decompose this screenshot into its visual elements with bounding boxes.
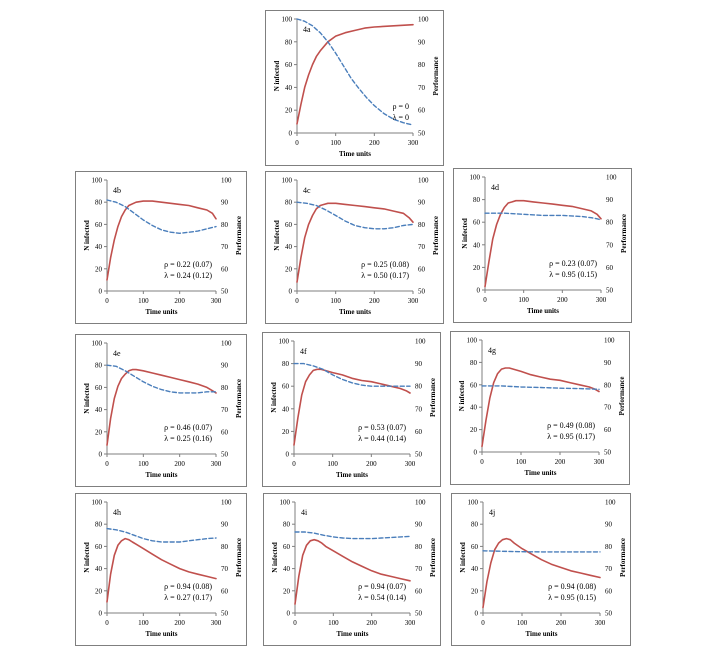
y-tick-label: 0 (286, 609, 290, 618)
y-axis-title: N infected (273, 60, 281, 92)
y-tick-label: 80 (95, 361, 102, 370)
performance-series-line (107, 200, 216, 233)
chart-panel-4g (450, 331, 630, 485)
x-tick-label: 200 (369, 297, 380, 305)
y-tick-label: 60 (95, 220, 102, 229)
y-tick-label: 20 (282, 427, 289, 436)
y-tick-label: 0 (98, 287, 102, 296)
y2-axis-title: Performance (620, 214, 628, 253)
lambda-annotation: λ = 0 (392, 113, 409, 122)
y2-tick-label: 50 (605, 609, 612, 618)
x-tick-label: 100 (138, 460, 149, 468)
y-tick-label: 100 (91, 176, 102, 185)
panel-label: 4a (303, 25, 311, 34)
x-tick-label: 300 (594, 619, 606, 627)
x-tick-label: 100 (328, 619, 339, 627)
y2-tick-label: 80 (415, 382, 422, 391)
x-tick-label: 100 (515, 458, 527, 466)
y-tick-label: 40 (282, 405, 289, 414)
y2-axis-title: Performance (429, 538, 437, 577)
x-tick-label: 300 (210, 460, 222, 468)
chart-panel-4d (453, 168, 632, 323)
y-axis-title: N infected (271, 542, 279, 573)
x-tick-label: 300 (407, 297, 419, 305)
y2-axis-title: Performance (429, 378, 437, 417)
y-tick-label: 40 (473, 241, 480, 250)
y2-axis-title: Performance (619, 538, 627, 577)
x-tick-label: 200 (369, 139, 380, 147)
y2-tick-label: 50 (606, 286, 613, 295)
x-tick-label: 0 (480, 458, 484, 466)
y2-tick-label: 80 (221, 383, 228, 392)
performance-series-line (483, 551, 600, 552)
y2-tick-label: 50 (418, 287, 425, 296)
lambda-annotation: λ = 0.44 (0.14) (358, 434, 406, 443)
chart-panel-4f (262, 332, 441, 487)
panel-label: 4j (489, 508, 496, 517)
performance-series-line (482, 386, 599, 389)
y2-tick-label: 90 (605, 520, 612, 529)
performance-series-line (107, 365, 216, 393)
chart-svg-4e (76, 335, 246, 486)
y2-tick-label: 60 (415, 427, 422, 436)
y-tick-label: 0 (285, 450, 289, 459)
y2-tick-label: 50 (604, 448, 611, 457)
y2-tick-label: 90 (606, 196, 613, 205)
y-axis-title: N infected (83, 542, 91, 573)
rho-annotation: ρ = 0.25 (0.08) (361, 260, 409, 269)
rho-annotation: ρ = 0.94 (0.07) (358, 582, 406, 591)
x-tick-label: 0 (481, 619, 485, 627)
rho-annotation: ρ = 0 (392, 102, 409, 111)
y-tick-label: 100 (279, 498, 290, 507)
y-axis-title: N infected (458, 380, 466, 412)
y2-tick-label: 100 (221, 339, 232, 348)
y-tick-label: 20 (285, 265, 292, 274)
y2-tick-label: 50 (221, 287, 228, 296)
lambda-annotation: λ = 0.50 (0.17) (361, 271, 409, 280)
y2-axis-title: Performance (235, 538, 243, 577)
panel-label: 4e (113, 349, 121, 358)
x-tick-label: 100 (518, 296, 529, 304)
y-tick-label: 100 (281, 15, 292, 24)
x-tick-label: 300 (593, 458, 605, 466)
y2-tick-label: 50 (418, 129, 425, 138)
y2-tick-label: 90 (221, 361, 228, 370)
x-tick-label: 200 (554, 458, 566, 466)
x-tick-label: 0 (105, 619, 109, 627)
panel-label: 4c (303, 186, 311, 195)
y2-tick-label: 70 (221, 406, 228, 415)
y2-tick-label: 100 (415, 498, 426, 507)
y2-tick-label: 70 (418, 243, 425, 252)
y-tick-label: 0 (476, 286, 480, 295)
x-axis-title: Time units (145, 630, 178, 638)
y2-tick-label: 80 (415, 542, 422, 551)
x-axis-title: Time units (525, 630, 558, 638)
x-tick-label: 300 (210, 619, 222, 627)
x-axis-title: Time units (336, 471, 368, 479)
y2-tick-label: 100 (606, 173, 617, 182)
x-tick-label: 0 (292, 460, 296, 468)
y-tick-label: 100 (466, 336, 477, 345)
y2-tick-label: 80 (418, 61, 425, 70)
chart-panel-4i (263, 493, 441, 646)
lambda-annotation: λ = 0.95 (0.17) (547, 432, 595, 441)
panel-label: 4h (113, 508, 121, 517)
y-tick-label: 0 (288, 287, 292, 296)
lambda-annotation: λ = 0.95 (0.15) (548, 593, 596, 602)
chart-svg-4j (452, 494, 630, 645)
y2-tick-label: 90 (418, 198, 425, 207)
y2-tick-label: 80 (221, 542, 228, 551)
y-tick-label: 60 (285, 61, 292, 70)
y2-tick-label: 70 (415, 405, 422, 414)
lambda-annotation: λ = 0.95 (0.15) (549, 270, 597, 279)
y-axis-title: N infected (270, 382, 278, 413)
y-tick-label: 100 (91, 339, 102, 348)
y2-tick-label: 60 (606, 263, 613, 272)
y-tick-label: 20 (471, 587, 478, 596)
x-axis-title: Time units (527, 307, 559, 315)
y2-tick-label: 60 (605, 587, 612, 596)
y-tick-label: 20 (95, 265, 102, 274)
x-tick-label: 300 (595, 296, 607, 304)
y2-axis-title: Performance (235, 379, 243, 418)
y-tick-label: 40 (95, 565, 102, 574)
y-tick-label: 60 (470, 381, 477, 390)
y2-tick-label: 80 (604, 381, 611, 390)
x-tick-label: 300 (404, 460, 416, 468)
y2-tick-label: 60 (221, 265, 228, 274)
x-tick-label: 100 (327, 460, 338, 468)
rho-annotation: ρ = 0.49 (0.08) (547, 421, 595, 430)
y2-tick-label: 70 (221, 565, 228, 574)
x-tick-label: 0 (105, 297, 109, 305)
y-tick-label: 80 (285, 38, 292, 47)
y-tick-label: 0 (473, 448, 477, 457)
y2-tick-label: 60 (418, 106, 425, 115)
y-tick-label: 40 (471, 565, 478, 574)
y-tick-label: 80 (283, 520, 290, 529)
panel-label: 4g (488, 346, 496, 355)
x-tick-label: 100 (330, 139, 341, 147)
x-axis-title: Time units (339, 150, 371, 158)
y2-tick-label: 100 (418, 176, 429, 185)
chart-svg-4g (451, 332, 629, 484)
x-tick-label: 200 (366, 619, 377, 627)
y-tick-label: 20 (283, 587, 290, 596)
y-tick-label: 60 (95, 383, 102, 392)
y-tick-label: 60 (285, 220, 292, 229)
y-tick-label: 20 (95, 428, 102, 437)
y2-tick-label: 60 (415, 587, 422, 596)
x-tick-label: 100 (138, 297, 149, 305)
y2-tick-label: 70 (605, 565, 612, 574)
y2-tick-label: 70 (415, 565, 422, 574)
x-tick-label: 0 (483, 296, 487, 304)
chart-panel-4c (265, 171, 444, 324)
x-tick-label: 100 (330, 297, 341, 305)
performance-series-line (295, 532, 410, 539)
x-tick-label: 200 (366, 460, 377, 468)
chart-panel-4a (265, 10, 444, 166)
rho-annotation: ρ = 0.53 (0.07) (358, 423, 406, 432)
panel-label: 4i (301, 508, 308, 517)
chart-svg-4i (264, 494, 440, 645)
lambda-annotation: λ = 0.54 (0.14) (358, 593, 406, 602)
y2-tick-label: 100 (415, 337, 426, 346)
y-tick-label: 60 (283, 542, 290, 551)
x-tick-label: 200 (174, 460, 185, 468)
y-tick-label: 40 (283, 565, 290, 574)
y2-tick-label: 70 (604, 403, 611, 412)
y-tick-label: 40 (470, 403, 477, 412)
y2-tick-label: 100 (221, 498, 232, 507)
chart-svg-4h (76, 494, 246, 645)
y2-tick-label: 60 (221, 428, 228, 437)
x-tick-label: 100 (516, 619, 528, 627)
chart-svg-4b (76, 172, 246, 323)
chart-panel-4h (75, 493, 247, 646)
performance-series-line (294, 364, 410, 387)
y2-axis-title: Performance (235, 216, 243, 255)
y-tick-label: 60 (95, 542, 102, 551)
y-tick-label: 80 (282, 360, 289, 369)
y-tick-label: 40 (285, 83, 292, 92)
chart-panel-4j (451, 493, 631, 646)
panel-label: 4f (300, 347, 307, 356)
y-tick-label: 0 (288, 129, 292, 138)
x-axis-title: Time units (339, 308, 371, 316)
y2-tick-label: 60 (221, 587, 228, 596)
x-tick-label: 0 (105, 460, 109, 468)
x-tick-label: 300 (407, 139, 419, 147)
chart-svg-4f (263, 333, 440, 486)
y-tick-label: 80 (95, 198, 102, 207)
chart-panel-4b (75, 171, 247, 324)
y-tick-label: 40 (95, 406, 102, 415)
y-axis-title: N infected (459, 542, 467, 573)
y2-tick-label: 90 (604, 358, 611, 367)
y2-tick-label: 50 (221, 450, 228, 459)
x-tick-label: 300 (404, 619, 416, 627)
x-tick-label: 200 (174, 619, 185, 627)
y2-tick-label: 90 (221, 520, 228, 529)
y2-tick-label: 50 (415, 450, 422, 459)
lambda-annotation: λ = 0.27 (0.17) (164, 593, 212, 602)
y-tick-label: 80 (285, 198, 292, 207)
y-tick-label: 20 (285, 106, 292, 115)
y2-tick-label: 80 (605, 542, 612, 551)
y2-tick-label: 90 (418, 38, 425, 47)
y-tick-label: 80 (470, 358, 477, 367)
x-tick-label: 0 (295, 139, 299, 147)
x-axis-title: Time units (145, 308, 178, 316)
y-tick-label: 0 (98, 609, 102, 618)
rho-annotation: ρ = 0.94 (0.08) (548, 582, 596, 591)
y2-tick-label: 100 (604, 336, 615, 345)
y-tick-label: 20 (473, 263, 480, 272)
y-tick-label: 100 (91, 498, 102, 507)
panel-label: 4b (113, 186, 121, 195)
lambda-annotation: λ = 0.25 (0.16) (164, 434, 212, 443)
y2-axis-title: Performance (432, 56, 440, 96)
y-tick-label: 20 (470, 426, 477, 435)
y2-tick-label: 60 (604, 426, 611, 435)
y2-tick-label: 80 (606, 218, 613, 227)
y2-tick-label: 90 (415, 360, 422, 369)
x-axis-title: Time units (524, 469, 557, 477)
rho-annotation: ρ = 0.94 (0.08) (164, 582, 212, 591)
x-tick-label: 100 (138, 619, 149, 627)
y2-tick-label: 70 (418, 83, 425, 92)
y-tick-label: 100 (469, 173, 480, 182)
y2-tick-label: 80 (221, 220, 228, 229)
rho-annotation: ρ = 0.22 (0.07) (164, 260, 212, 269)
y-tick-label: 60 (473, 218, 480, 227)
y-tick-label: 80 (471, 520, 478, 529)
y-tick-label: 20 (95, 587, 102, 596)
y-axis-title: N infected (83, 220, 91, 251)
x-tick-label: 200 (555, 619, 567, 627)
chart-svg-4a (266, 11, 443, 165)
y-tick-label: 40 (285, 243, 292, 252)
y-tick-label: 60 (471, 542, 478, 551)
y2-tick-label: 70 (606, 241, 613, 250)
y2-tick-label: 80 (418, 220, 425, 229)
performance-series-line (485, 213, 601, 220)
y2-tick-label: 100 (605, 498, 616, 507)
y2-tick-label: 100 (418, 15, 429, 24)
y2-tick-label: 90 (415, 520, 422, 529)
y2-tick-label: 100 (221, 176, 232, 185)
y-axis-title: N infected (461, 218, 469, 249)
x-axis-title: Time units (336, 630, 369, 638)
y-axis-title: N infected (273, 220, 281, 251)
y2-tick-label: 70 (221, 243, 228, 252)
y-tick-label: 0 (98, 450, 102, 459)
y2-tick-label: 50 (221, 609, 228, 618)
chart-svg-4d (454, 169, 631, 322)
y2-tick-label: 90 (221, 198, 228, 207)
x-tick-label: 200 (174, 297, 185, 305)
y-tick-label: 60 (282, 382, 289, 391)
y2-tick-label: 60 (418, 265, 425, 274)
chart-svg-4c (266, 172, 443, 323)
y-tick-label: 100 (467, 498, 478, 507)
x-tick-label: 300 (210, 297, 222, 305)
y-tick-label: 80 (473, 196, 480, 205)
lambda-annotation: λ = 0.24 (0.12) (164, 271, 212, 280)
rho-annotation: ρ = 0.46 (0.07) (164, 423, 212, 432)
y-tick-label: 40 (95, 243, 102, 252)
chart-panel-4e (75, 334, 247, 487)
y-axis-title: N infected (83, 383, 91, 414)
y-tick-label: 80 (95, 520, 102, 529)
x-tick-label: 0 (293, 619, 297, 627)
x-axis-title: Time units (145, 471, 178, 479)
panel-label: 4d (491, 183, 499, 192)
x-tick-label: 200 (557, 296, 568, 304)
x-tick-label: 0 (295, 297, 299, 305)
y-tick-label: 0 (474, 609, 478, 618)
y-tick-label: 100 (281, 176, 292, 185)
y-tick-label: 100 (278, 337, 289, 346)
y2-axis-title: Performance (618, 376, 626, 416)
rho-annotation: ρ = 0.23 (0.07) (549, 259, 597, 268)
y2-axis-title: Performance (432, 216, 440, 255)
y2-tick-label: 50 (415, 609, 422, 618)
